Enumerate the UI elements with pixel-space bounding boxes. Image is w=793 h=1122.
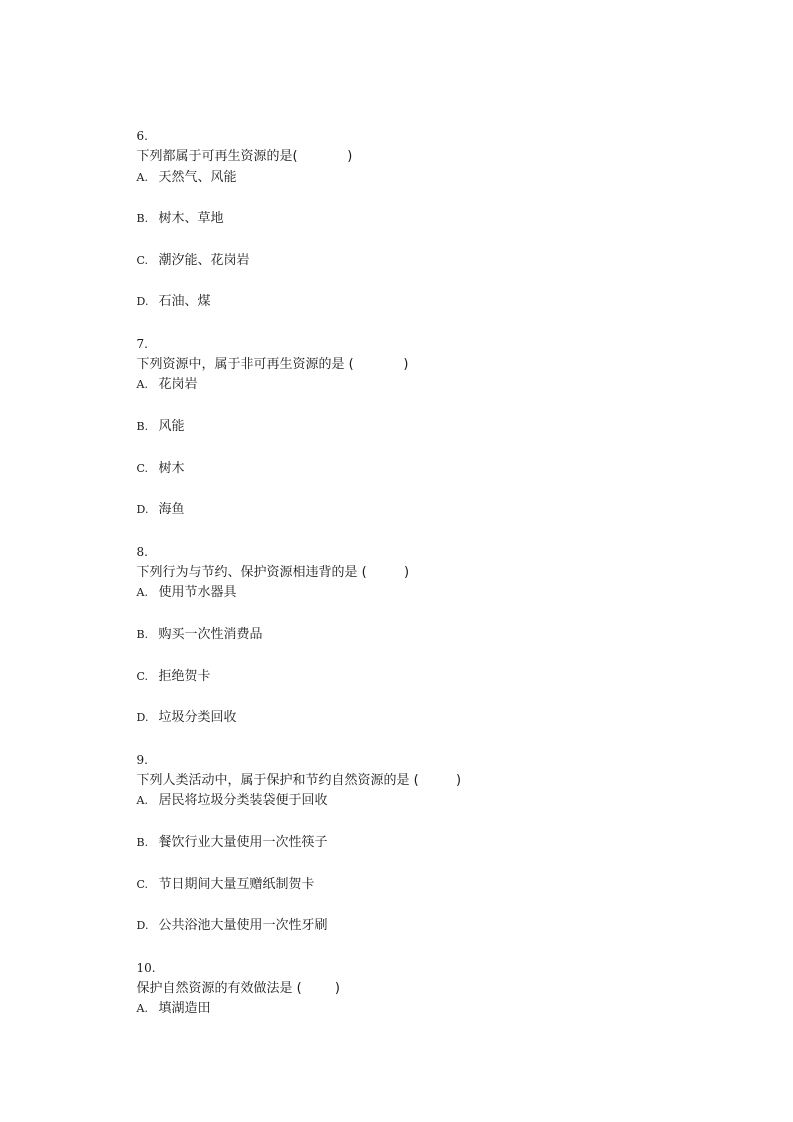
question-close-paren: ) xyxy=(403,565,410,580)
option-text: 潮汐能、花岗岩 xyxy=(158,253,250,268)
question-10 xyxy=(120,938,340,996)
option-item xyxy=(120,647,211,684)
option-text: 居民将垃圾分类装袋便于回收 xyxy=(158,793,328,808)
option-item xyxy=(120,771,328,808)
answer-blank xyxy=(298,149,348,164)
question-close-paren: ) xyxy=(334,981,340,996)
option-text: 花岗岩 xyxy=(158,377,198,392)
option-label: C. xyxy=(136,670,149,683)
option-label: D. xyxy=(136,503,149,516)
question-7 xyxy=(120,314,409,372)
question-stem: 下列人类活动中，属于保护和节约自然资源的是 ( xyxy=(136,773,419,788)
question-9 xyxy=(120,730,462,788)
answer-blank xyxy=(419,773,456,788)
question-number: 6. xyxy=(136,129,148,143)
answer-blank xyxy=(302,981,335,996)
option-label: A. xyxy=(136,586,148,599)
option-text: 海鱼 xyxy=(158,502,185,517)
option-label: C. xyxy=(136,254,149,267)
question-close-paren: ) xyxy=(455,773,462,788)
option-text: 使用节水器具 xyxy=(158,585,237,600)
option-text: 节日期间大量互赠纸制贺卡 xyxy=(158,877,315,892)
option-item xyxy=(120,688,237,725)
option-item xyxy=(120,855,315,892)
option-label: A. xyxy=(136,794,148,807)
option-text: 风能 xyxy=(158,419,185,434)
question-number: 8. xyxy=(136,545,148,559)
option-text: 填湖造田 xyxy=(158,1001,211,1016)
question-number: 9. xyxy=(136,753,148,767)
option-text: 公共浴池大量使用一次性牙刷 xyxy=(158,918,328,933)
option-text: 天然气、风能 xyxy=(158,170,237,185)
option-item xyxy=(120,896,328,933)
option-label: A. xyxy=(136,171,148,184)
answer-blank xyxy=(367,565,404,580)
option-item xyxy=(120,148,237,185)
option-label: C. xyxy=(136,878,149,891)
answer-blank xyxy=(354,357,404,372)
option-label: B. xyxy=(136,628,149,641)
question-number: 10. xyxy=(136,961,156,975)
option-item xyxy=(120,480,185,517)
option-item xyxy=(120,563,237,600)
option-label: D. xyxy=(136,295,149,308)
option-item xyxy=(120,272,211,309)
option-label: A. xyxy=(136,378,148,391)
option-text: 垃圾分类回收 xyxy=(158,710,237,725)
option-item xyxy=(120,813,328,850)
option-label: D. xyxy=(136,711,149,724)
option-text: 拒绝贺卡 xyxy=(158,669,211,684)
option-item xyxy=(120,605,263,642)
question-number: 7. xyxy=(136,337,148,351)
option-label: B. xyxy=(136,212,149,225)
option-label: C. xyxy=(136,462,149,475)
question-stem: 保护自然资源的有效做法是 ( xyxy=(136,981,302,996)
option-text: 餐饮行业大量使用一次性筷子 xyxy=(158,835,328,850)
option-item xyxy=(120,231,250,268)
option-item xyxy=(120,397,185,434)
option-text: 购买一次性消费品 xyxy=(158,627,263,642)
option-text: 石油、煤 xyxy=(158,294,211,309)
question-8 xyxy=(120,522,410,580)
option-label: A. xyxy=(136,1002,148,1015)
question-stem: 下列都属于可再生资源的是( xyxy=(136,149,298,164)
option-item xyxy=(120,355,198,392)
option-label: D. xyxy=(136,919,149,932)
option-text: 树木 xyxy=(158,461,185,476)
option-item xyxy=(120,189,224,226)
option-item xyxy=(120,439,185,476)
option-item xyxy=(120,979,211,1016)
question-stem: 下列资源中，属于非可再生资源的是 ( xyxy=(136,357,354,372)
option-label: B. xyxy=(136,836,149,849)
question-6 xyxy=(120,106,353,164)
option-text: 树木、草地 xyxy=(158,211,224,226)
question-stem: 下列行为与节约、保护资源相违背的是 ( xyxy=(136,565,367,580)
question-close-paren: ) xyxy=(347,149,353,164)
option-label: B. xyxy=(136,420,149,433)
question-close-paren: ) xyxy=(403,357,409,372)
